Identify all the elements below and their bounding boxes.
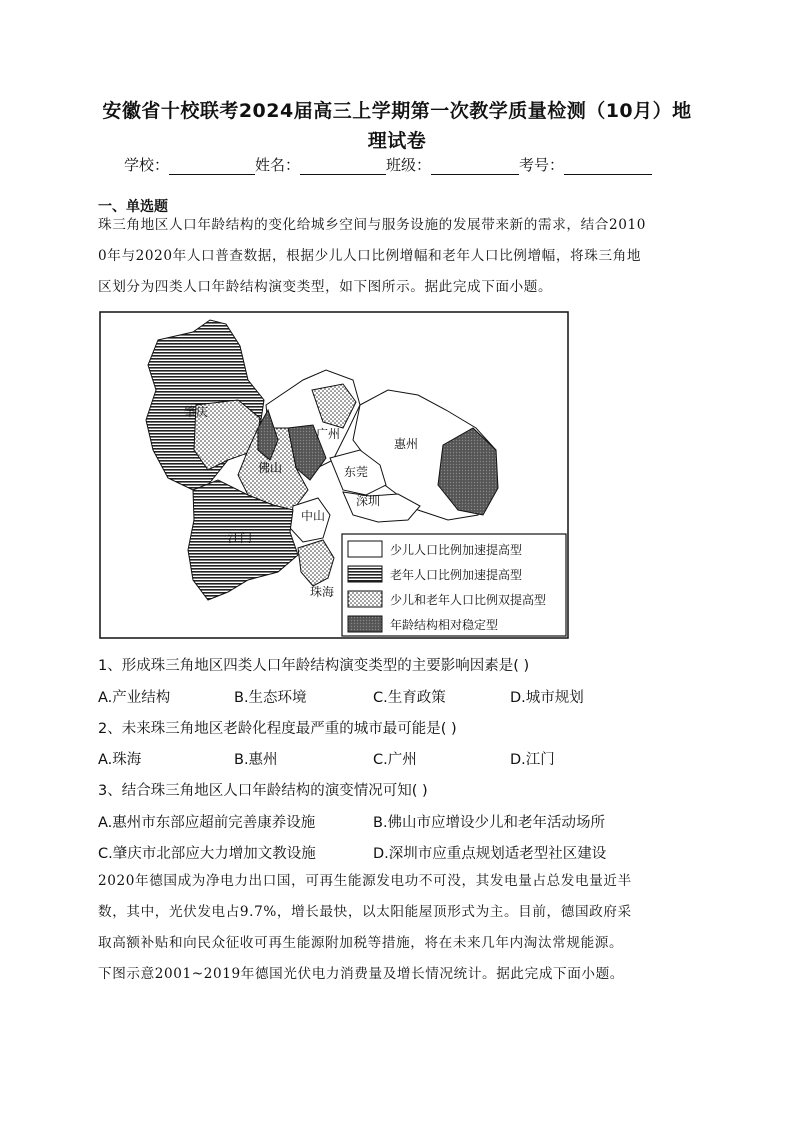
city-label: 广州 xyxy=(316,427,341,441)
question-2-stem: 2、未来珠三角地区老龄化程度最严重的城市最可能是( ) xyxy=(98,721,457,737)
exam-no-label: 考号： xyxy=(519,156,565,174)
passage-1-line: 区划分为四类人口年龄结构演变类型，如下图所示。据此完成下面小题。 xyxy=(98,279,553,295)
passage-2 xyxy=(98,866,698,990)
school-label: 学校： xyxy=(124,156,170,174)
q3-option-a[interactable]: A.惠州市东部应超前完善康养设施 xyxy=(98,815,316,831)
q2-option-a[interactable]: A.珠海 xyxy=(98,752,142,768)
student-info-row xyxy=(124,154,652,175)
passage-2-line: 2020年德国成为净电力出口国，可再生能源发电功不可没，其发电量占总发电量近半 xyxy=(98,873,632,889)
q3-option-b[interactable]: B.佛山市应增设少儿和老年活动场所 xyxy=(373,815,606,831)
city-label: 江门 xyxy=(228,531,253,545)
exam-no-blank[interactable] xyxy=(564,158,652,175)
passage-2-line: 数，其中，光伏发电占9.7%，增长最快，以太阳能屋顶形式为主。目前，德国政府采 xyxy=(98,904,632,920)
question-1-stem: 1、形成珠三角地区四类人口年龄结构演变类型的主要影响因素是( ) xyxy=(98,658,530,674)
legend-swatch-dots xyxy=(348,591,382,607)
q2-option-c[interactable]: C.广州 xyxy=(373,752,417,768)
question-3-stem: 3、结合珠三角地区人口年龄结构的演变情况可知( ) xyxy=(98,783,428,799)
pearl-river-delta-map xyxy=(98,310,570,640)
passage-2-line: 下图示意2001~2019年德国光伏电力消费量及增长情况统计。据此完成下面小题。 xyxy=(98,966,624,982)
legend-label: 少儿和老年人口比例双提高型 xyxy=(390,593,547,607)
q1-option-c[interactable]: C.生育政策 xyxy=(373,690,446,706)
q1-option-b[interactable]: B.生态环境 xyxy=(234,690,307,706)
map-legend xyxy=(342,534,566,636)
passage-1 xyxy=(98,210,698,303)
passage-2-line: 取高额补贴和向民众征收可再生能源附加税等措施，将在未来几年内淘汰常规能源。 xyxy=(98,935,624,951)
section-heading: 一、单选题 xyxy=(98,199,168,215)
name-blank[interactable] xyxy=(300,158,386,175)
passage-1-line: 珠三角地区人口年龄结构的变化给城乡空间与服务设施的发展带来新的需求，结合2010 xyxy=(98,217,646,233)
school-blank[interactable] xyxy=(169,158,255,175)
q1-option-d[interactable]: D.城市规划 xyxy=(510,690,584,706)
legend-swatch-white xyxy=(348,541,382,557)
legend-label: 老年人口比例加速提高型 xyxy=(390,568,523,582)
city-label: 中山 xyxy=(301,509,326,523)
passage-1-line: 0年与2020年人口普查数据，根据少儿人口比例增幅和老年人口比例增幅，将珠三角地 xyxy=(98,248,642,264)
legend-swatch-dark xyxy=(348,616,382,632)
q3-option-c[interactable]: C.肇庆市北部应大力增加文教设施 xyxy=(98,846,316,862)
q2-option-b[interactable]: B.惠州 xyxy=(234,752,278,768)
q2-option-d[interactable]: D.江门 xyxy=(510,752,555,768)
city-label: 惠州 xyxy=(394,437,419,451)
title-line-2: 理试卷 xyxy=(367,130,427,152)
document-title xyxy=(90,96,704,156)
title-line-1: 安徽省十校联考2024届高三上学期第一次教学质量检测（10月）地 xyxy=(102,100,692,122)
q1-option-a[interactable]: A.产业结构 xyxy=(98,690,171,706)
class-label: 班级： xyxy=(386,156,432,174)
city-label: 深圳 xyxy=(356,494,381,508)
city-label: 肇庆 xyxy=(184,405,209,419)
class-blank[interactable] xyxy=(431,158,519,175)
name-label: 姓名： xyxy=(255,156,301,174)
legend-label: 少儿人口比例加速提高型 xyxy=(390,543,523,557)
legend-swatch-hlines xyxy=(348,566,382,582)
city-label: 佛山 xyxy=(258,461,283,475)
city-label: 东莞 xyxy=(344,465,369,479)
city-label: 珠海 xyxy=(310,585,335,599)
q3-option-d[interactable]: D.深圳市应重点规划适老型社区建设 xyxy=(373,846,607,862)
legend-label: 年龄结构相对稳定型 xyxy=(390,618,499,632)
